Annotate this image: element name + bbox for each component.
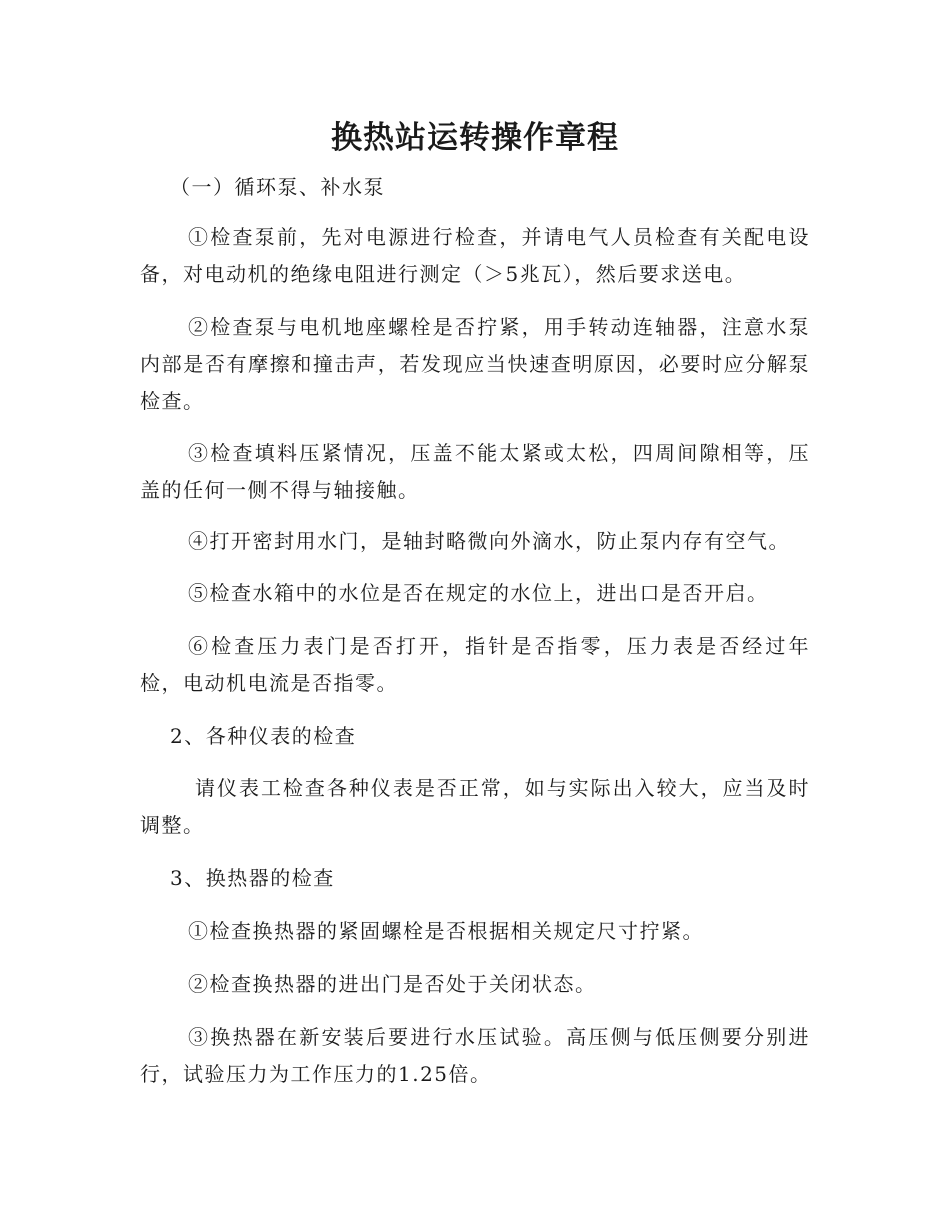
paragraph-exchanger-1: ①检查换热器的紧固螺栓是否根据相关规定尺寸拧紧。 [188, 919, 704, 943]
paragraph-item-3: ③检查填料压紧情况，压盖不能太紧或太松，四周间隙相等，压盖的任何一侧不得与轴接触。 [140, 441, 810, 502]
paragraph-item-2: ②检查泵与电机地座螺栓是否拧紧，用手转动连轴器，注意水泵内部是否有摩擦和撞击声，若发现应当快速查明原因，必要时应分解泵检查。 [140, 315, 810, 413]
paragraph-item-1: ①检查泵前，先对电源进行检查，并请电气人员检查有关配电设备，对电动机的绝缘电阻进行测定（＞5兆瓦），然后要求送电。 [140, 225, 810, 286]
paragraph-item-4: ④打开密封用水门，是轴封略微向外滴水，防止泵内存有空气。 [188, 529, 790, 553]
paragraph-item-6: ⑥检查压力表门是否打开，指针是否指零，压力表是否经过年检，电动机电流是否指零。 [140, 634, 810, 695]
section-3-heading: 3、换热器的检查 [170, 866, 335, 890]
section-2-paragraph: 请仪表工检查各种仪表是否正常，如与实际出入较大，应当及时调整。 [140, 776, 810, 837]
section-1-heading: （一）循环泵、补水泵 [170, 175, 385, 199]
paragraph-item-5: ⑤检查水箱中的水位是否在规定的水位上，进出口是否开启。 [188, 581, 769, 605]
document-title: 换热站运转操作章程 [331, 120, 619, 156]
section-2-heading: 2、各种仪表的检查 [170, 724, 357, 748]
paragraph-exchanger-2: ②检查换热器的进出门是否处于关闭状态。 [188, 972, 597, 996]
paragraph-exchanger-3: ③换热器在新安装后要进行水压试验。高压侧与低压侧要分别进行，试验压力为工作压力的1.25倍。 [140, 1025, 810, 1086]
